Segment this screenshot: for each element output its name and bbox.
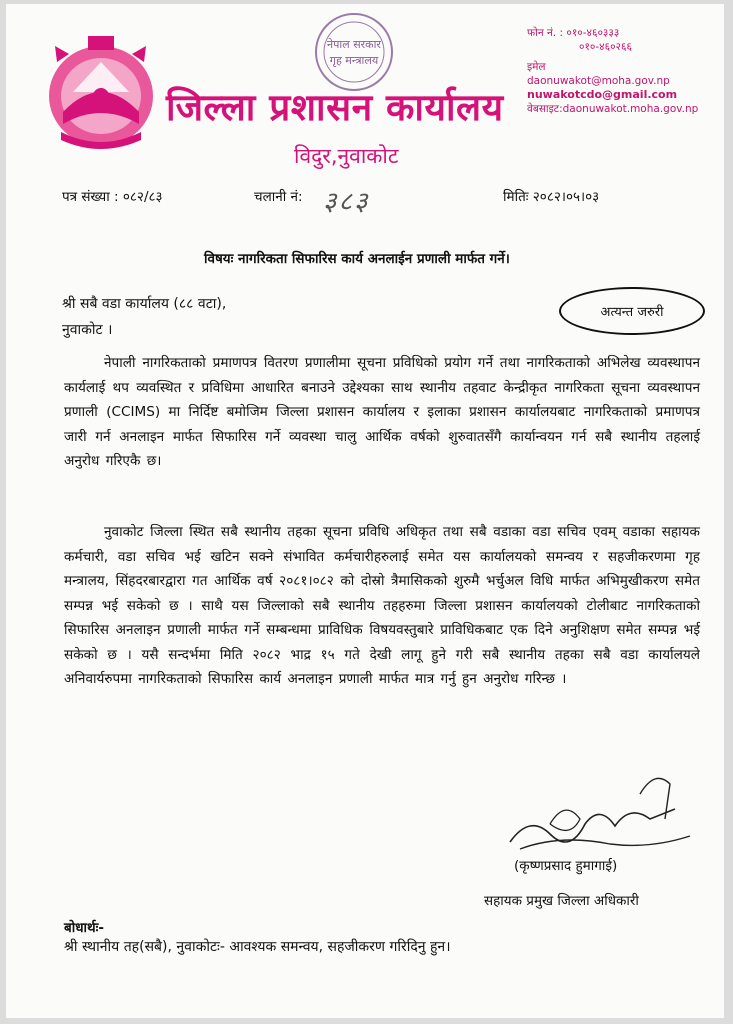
phone-line (527, 26, 698, 40)
urgency-stamp (559, 287, 705, 335)
office-name: जिल्ला प्रशासन कार्यालय (166, 86, 504, 129)
signer-name: (कृष्णप्रसाद हुमागाई) (514, 858, 618, 874)
email-1[interactable]: daonuwakot@moha.gov.np (527, 75, 670, 87)
phone-label: फोन नं. : (527, 27, 564, 39)
cc-label: बोधार्थः- (64, 920, 104, 936)
letter-date: मितिः २०८२।०५।०३ (503, 189, 600, 205)
seal-text-mid: गृह मन्त्रालय (329, 54, 379, 67)
website-label: वेबसाइट: (527, 103, 563, 115)
signer-designation: सहायक प्रमुख जिल्ला अधिकारी (484, 893, 639, 909)
body-paragraph-1: नेपाली नागरिकताको प्रमाणपत्र वितरण प्रणालीमा सूचना प्रविधिको प्रयोग गर्ने तथा नागरिकताको अभिलेख व्यवस्थापन कार्यलाई थप व्यवस्थित र प्रविधिमा आधारित बनाउने उद्देश्यका साथ स्थानीय तहवाट केन्द्रीकृत नागरिकता सूचना व्यवस्थापन प्रणाली (CCIMS) मा निर्दिष्ट बमोजिम जिल्ला प्रशासन कार्यालय र इलाका प्रशासन कार्यालयबाट नागरिकताको प्रमाणपत्र जारी गर्न अनलाइन मार्फत सिफारिस गर्ने व्यवस्था चालु आर्थिक वर्षको शुरुवातसँगै कार्यान्वयन गर्न सबै स्थानीय तहलाई अनुरोध गरिएकै छ। (64, 355, 700, 469)
letter-number: पत्र संख्या : ०८२/८३ (62, 189, 163, 205)
phone-2: ०१०-४६०२६६ (579, 41, 632, 53)
dispatch-number: ३८३ (323, 187, 370, 217)
addressee-line-1: श्री सबै वडा कार्यालय (८८ वटा), (62, 296, 227, 312)
addressee-line-2: नुवाकोट । (62, 322, 113, 338)
website[interactable]: daonuwakot.moha.gov.np (562, 103, 699, 115)
email-2[interactable]: nuwakotcdo@gmail.com (527, 88, 678, 101)
contact-block (527, 26, 698, 116)
email-label: इमेल (527, 61, 546, 73)
urgency-label: अत्यन्त जरुरी (600, 305, 664, 320)
phone-1: ०१०-४६०३३३ (566, 27, 620, 39)
body-paragraph-2: नुवाकोट जिल्ला स्थित सबै स्थानीय तहका सूचना प्रविधि अधिकृत तथा सबै वडाका वडा सचिव एवम् वडाका सहायक कर्मचारी, वडा सचिव भई खटिन सक्ने संभावित कर्मचारीहरुलाई समेत यस कार्यालयको समन्वय र सहजीकरणमा गृह मन्त्रालय, सिंहदरबारद्वारा गत आर्थिक वर्ष २०८१।०८२ को दोस्रो त्रैमासिकको शुरुमै भर्चुअल विधि मार्फत अभिमुखीकरण समेत सम्पन्न भई सकेको छ । साथै यस जिल्लाको सबै स्थानीय तहहरुमा जिल्ला प्रशासन कार्यालयको टोलीबाट नागरिकताको सिफारिस अनलाइन प्रणाली मार्फत गर्ने सम्बन्धमा प्राविधिक विषयवस्तुबारे प्राविधिकबाट एक दिने अनुशिक्षण समेत सम्पन्न भई सकेको छ । यसै सन्दर्भमा मिति २०८२ भाद्र १५ गते देखी लागू हुने गरी सबै स्थानीय तहका सबै वडा कार्यालयले अनिवार्यरुपमा नागरिकताको सिफारिस कार्य अनलाइन प्रणाली मार्फत मात्र गर्नु हुन अनुरोध गरिन्छ । (64, 524, 700, 687)
subject-line: विषयः नागरिकता सिफारिस कार्य अनलाईन प्रणाली मार्फत गर्ने। (204, 251, 510, 267)
website-line (527, 102, 698, 116)
nepal-emblem-icon (43, 32, 158, 150)
seal-text-top: नेपाल सरकार (327, 38, 381, 51)
letter-page (6, 4, 724, 1018)
cc-text: श्री स्थानीय तह(सबै), नुवाकोटः- आवश्यक समन्वय, सहजीकरण गरिदिनु हुन। (64, 939, 451, 955)
dispatch-label: चलानी नं: (254, 189, 303, 205)
office-address: विदुर,नुवाकोट (294, 144, 399, 168)
